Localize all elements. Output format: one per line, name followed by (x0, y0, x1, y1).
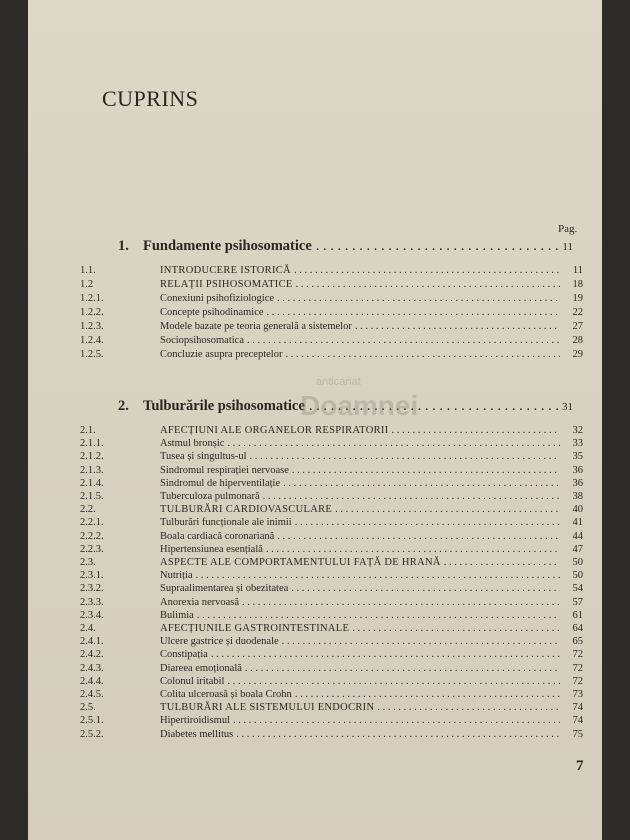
section-number: 2.4.5. (80, 689, 104, 700)
section-title: Anorexia nervoasă (160, 596, 240, 608)
leader-dots (316, 238, 559, 255)
section-number: 1.2.4. (80, 335, 104, 346)
toc-entry (80, 477, 583, 490)
section-number: 2.1.1. (80, 438, 104, 450)
section-title: Constipația (160, 649, 208, 661)
toc-entry (80, 334, 583, 347)
section-number: 1.2.1. (80, 293, 104, 304)
section-page: 64 (572, 623, 583, 634)
section-page: 57 (572, 596, 583, 608)
leader-dots (196, 569, 560, 582)
section-title: Diabetes mellitus (160, 728, 234, 740)
section-number: 2.1. (80, 425, 96, 436)
section-number: 1.2.2. (80, 307, 104, 318)
section-page: 47 (572, 543, 583, 555)
toc-entry (80, 662, 583, 675)
toc-entry (80, 503, 583, 516)
section-page: 65 (572, 636, 583, 648)
section-number: 2.2.2. (80, 530, 104, 542)
section-number: 1.2 (80, 279, 94, 290)
section-title: Bulimia (160, 609, 194, 621)
section-page: 72 (572, 662, 583, 674)
section-page: 73 (572, 689, 583, 700)
section-title: Tuberculoza pulmonară (160, 491, 260, 502)
section-title: Diareea emoțională (160, 662, 242, 674)
section-page: 19 (572, 293, 583, 304)
section-number: 2.1.2. (80, 451, 104, 463)
toc-entry (80, 675, 583, 688)
section-title: Supraalimentarea și obezitatea (160, 583, 289, 595)
leader-dots (294, 264, 560, 277)
section-page: 11 (572, 265, 583, 276)
section-page: 61 (572, 609, 583, 621)
toc-entry (80, 635, 583, 648)
book-page (28, 0, 602, 840)
chapter-heading (118, 238, 573, 255)
section-page: 50 (572, 570, 583, 582)
section-title: Colonul iritabil (160, 675, 225, 687)
toc-entry (80, 464, 583, 477)
toc-entry (80, 516, 583, 529)
section-title: ASPECTE ALE COMPORTAMENTULUI FAȚĂ DE HRANĂ (160, 557, 441, 568)
section-page: 74 (572, 702, 583, 714)
section-title: TULBURĂRI ALE SISTEMULUI ENDOCRIN (160, 702, 375, 714)
section-title: Concluzie asupra preceptelor (160, 349, 283, 360)
section-title: Nutriția (160, 570, 193, 582)
section-page: 29 (572, 349, 583, 360)
section-number: 1.2.3. (80, 321, 104, 332)
section-title: Astmul bronșic (160, 438, 225, 450)
leader-dots (247, 334, 560, 347)
section-page: 38 (572, 491, 583, 502)
section-page: 33 (572, 438, 583, 450)
section-number: 2.1.3. (80, 464, 104, 476)
section-number: 2.2.1. (80, 517, 104, 529)
toc-entry (80, 609, 583, 622)
toc-entry (80, 556, 583, 569)
section-title: Hipertiroidismul (160, 715, 230, 727)
section-number: 2.3.3. (80, 596, 104, 608)
section-number: 2.4.2. (80, 649, 104, 661)
section-title: Concepte psihodinamice (160, 307, 264, 318)
leader-dots (277, 292, 560, 305)
section-number: 2.4.4. (80, 675, 104, 687)
toc-entry (80, 292, 583, 305)
leader-dots (227, 675, 560, 688)
chapter-title: Tulburările psihosomatice (143, 398, 305, 414)
toc-entry (80, 348, 583, 361)
section-page: 44 (572, 530, 583, 542)
section-number: 2.5. (80, 702, 96, 714)
watermark-line2: Doamnei (300, 390, 419, 421)
leader-dots (291, 582, 560, 595)
leader-dots (335, 503, 560, 516)
section-number: 2.3.2. (80, 583, 104, 595)
section-title: INTRODUCERE ISTORICĂ (160, 265, 291, 276)
section-number: 2.3. (80, 557, 96, 568)
section-number: 2.5.2. (80, 728, 104, 740)
section-page: 74 (572, 715, 583, 727)
leader-dots (295, 688, 560, 701)
leader-dots (242, 596, 560, 609)
toc-entry (80, 530, 583, 543)
section-page: 28 (572, 335, 583, 346)
toc-entry (80, 728, 583, 741)
section-title: Sociopsihosomatica (160, 335, 244, 346)
section-page: 36 (572, 464, 583, 476)
section-page: 27 (572, 321, 583, 332)
leader-dots (282, 635, 560, 648)
chapter-number: 2. (118, 398, 129, 414)
toc-entry (80, 582, 583, 595)
watermark-line1: anticariat (316, 376, 361, 388)
leader-dots (295, 516, 560, 529)
section-title: Tulburări funcționale ale inimii (160, 517, 292, 529)
watermark (260, 376, 440, 456)
section-page: 35 (572, 451, 583, 463)
leader-dots (285, 348, 560, 361)
section-number: 2.4.3. (80, 662, 104, 674)
leader-dots (245, 662, 560, 675)
section-title: Conexiuni psihofiziologice (160, 293, 275, 304)
leader-dots (211, 648, 560, 661)
toc-entry (80, 306, 583, 319)
section-number: 2.5.1. (80, 715, 104, 727)
section-page: 22 (572, 307, 583, 318)
toc-entry (80, 701, 583, 714)
section-number: 1.2.5. (80, 349, 104, 360)
section-number: 2.1.5. (80, 491, 104, 502)
toc-entry (80, 622, 583, 635)
toc-entry (80, 596, 583, 609)
toc-entry (80, 648, 583, 661)
leader-dots (277, 530, 560, 543)
chapter-number: 1. (118, 238, 129, 254)
section-page: 40 (572, 504, 583, 516)
section-title: Modele bazate pe teoria generală a sistemelor (160, 321, 352, 332)
toc-entry (80, 688, 583, 701)
section-title: AFECȚIUNI ALE ORGANELOR RESPIRATORII (160, 425, 389, 436)
section-title: Sindromul respirației nervoase (160, 464, 289, 476)
section-page: 72 (572, 649, 583, 661)
section-title: Sindromul de hiperventilație (160, 477, 281, 489)
chapter-title: Fundamente psihosomatice (143, 238, 312, 254)
section-page: 75 (572, 728, 583, 740)
section-number: 2.2. (80, 504, 96, 516)
chapter-page: 31 (562, 401, 573, 413)
leader-dots (296, 278, 560, 291)
section-number: 1.1. (80, 265, 96, 276)
section-title: Tusea și singultus-ul (160, 451, 247, 463)
section-number: 2.4. (80, 623, 96, 634)
section-page: 36 (572, 477, 583, 489)
section-title: Hipertensiunea esențială (160, 543, 263, 555)
leader-dots (352, 622, 560, 635)
page-number: 7 (576, 758, 584, 774)
section-page: 50 (572, 557, 583, 568)
leader-dots (292, 464, 560, 477)
section-number: 2.2.3. (80, 543, 104, 555)
section-page: 41 (572, 517, 583, 529)
toc-entry (80, 543, 583, 556)
leader-dots (267, 306, 560, 319)
leader-dots (197, 609, 560, 622)
toc-entry (80, 490, 583, 503)
toc-entry (80, 264, 583, 277)
section-number: 2.3.4. (80, 609, 104, 621)
section-page: 18 (572, 279, 583, 290)
section-title: AFECȚIUNILE GASTROINTESTINALE (160, 623, 350, 634)
section-title: Colita ulceroasă și boala Crohn (160, 689, 292, 700)
page-column-label: Pag. (558, 223, 578, 235)
toc-entry (80, 278, 583, 291)
section-page: 54 (572, 583, 583, 595)
toc-entry (80, 714, 583, 727)
section-page: 32 (572, 425, 583, 436)
section-title: Ulcere gastrice și duodenale (160, 636, 279, 648)
section-page: 72 (572, 675, 583, 687)
leader-dots (377, 701, 560, 714)
leader-dots (233, 714, 560, 727)
section-number: 2.1.4. (80, 477, 104, 489)
page-title: CUPRINS (102, 86, 199, 111)
leader-dots (444, 556, 560, 569)
leader-dots (355, 320, 560, 333)
leader-dots (263, 490, 560, 503)
section-title: TULBURĂRI CARDIOVASCULARE (160, 504, 333, 516)
leader-dots (283, 477, 560, 490)
toc-entry (80, 569, 583, 582)
toc-entry (80, 320, 583, 333)
leader-dots (266, 543, 560, 556)
chapter-page: 11 (562, 241, 573, 253)
section-number: 2.4.1. (80, 636, 104, 648)
section-title: Boala cardiacă coronariană (160, 530, 275, 542)
section-title: RELAȚII PSIHOSOMATICE (160, 279, 293, 290)
leader-dots (236, 728, 560, 741)
section-number: 2.3.1. (80, 570, 104, 582)
